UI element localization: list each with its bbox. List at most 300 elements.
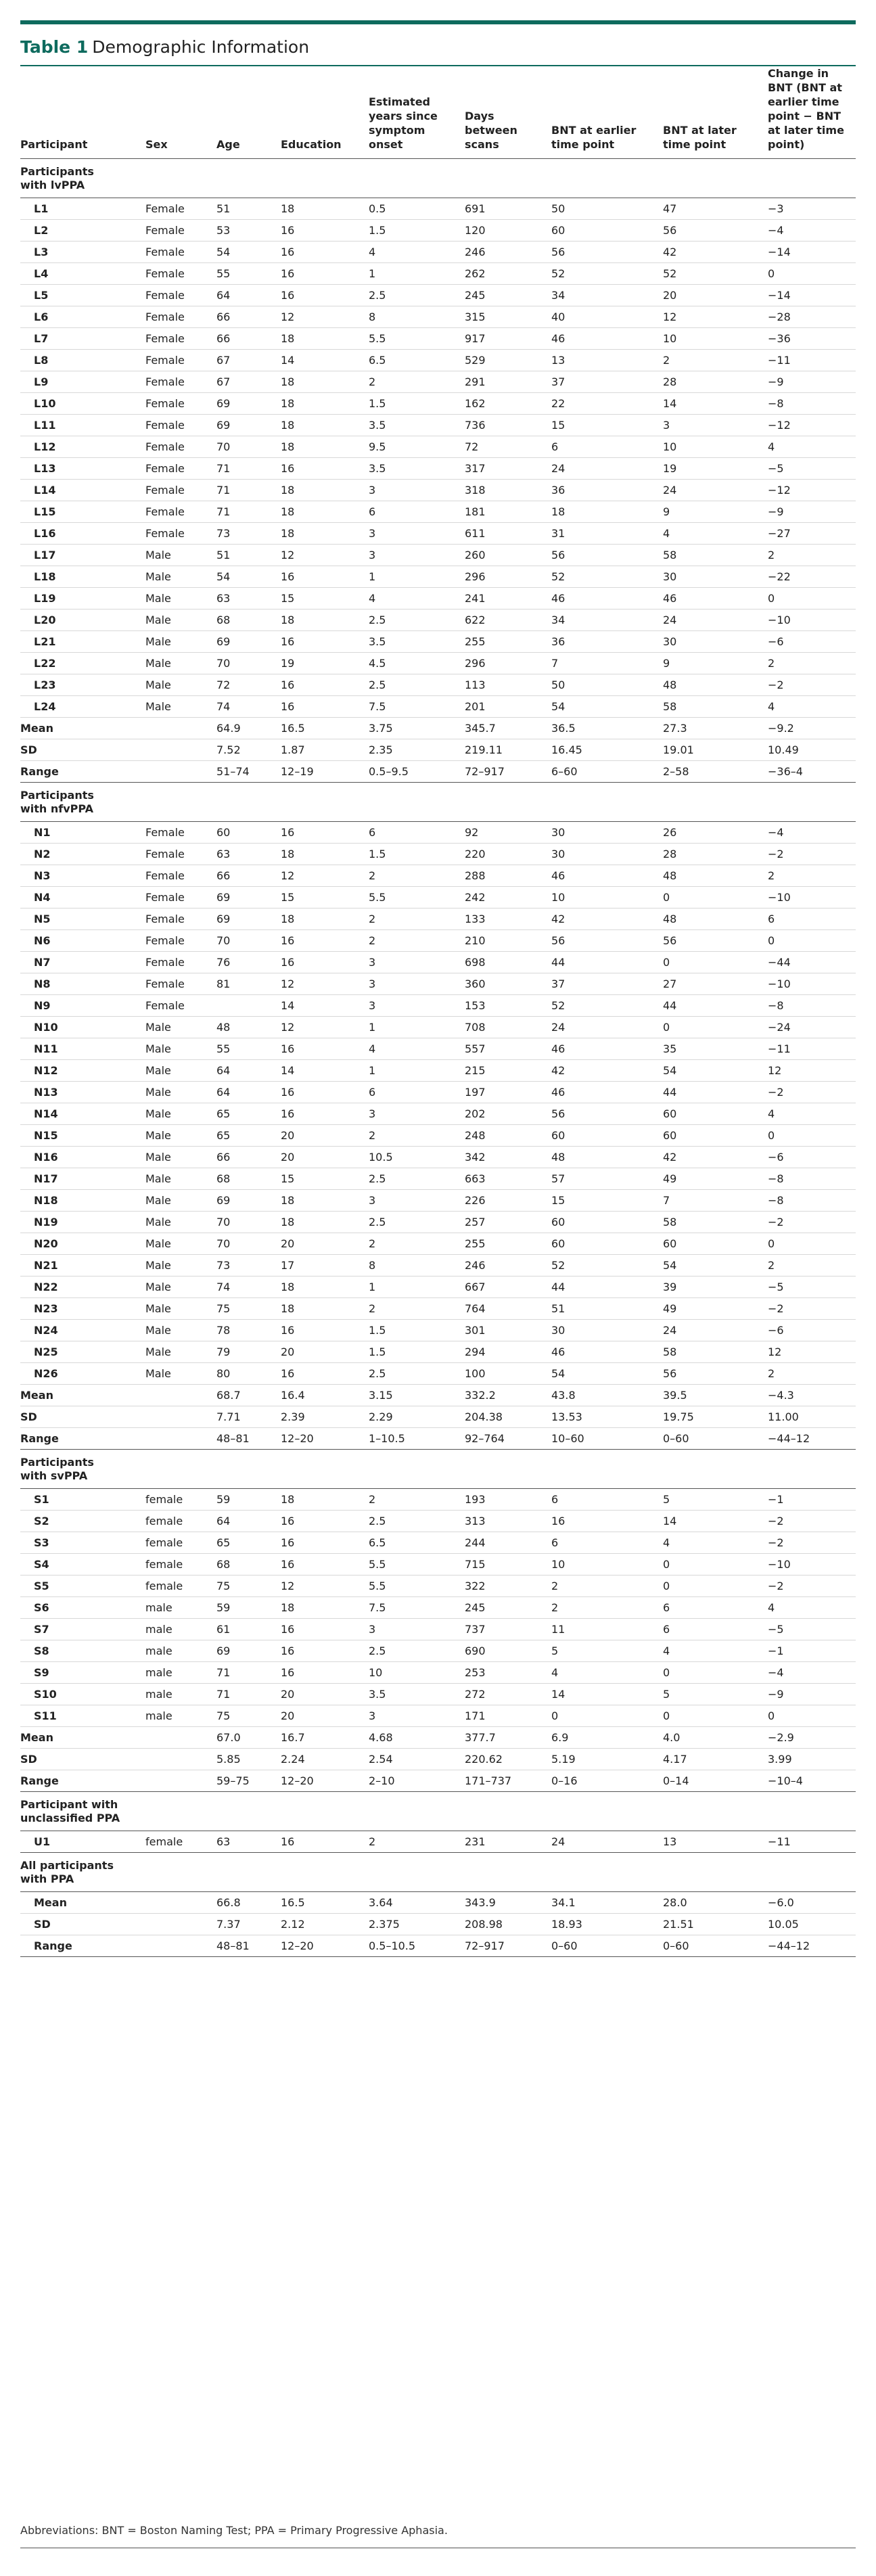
- stat-row: [20, 1749, 856, 1770]
- data-cell: 65: [216, 1532, 281, 1554]
- data-cell: female: [145, 1554, 216, 1576]
- data-cell: 18: [551, 501, 663, 523]
- data-cell: 69: [216, 393, 281, 415]
- data-cell: Male: [145, 545, 216, 566]
- data-cell: 61: [216, 1619, 281, 1640]
- data-cell: Female: [145, 480, 216, 501]
- table-row: [20, 1705, 856, 1727]
- data-cell: 2: [369, 930, 465, 952]
- data-cell: 24: [663, 610, 768, 631]
- data-cell: Female: [145, 523, 216, 545]
- data-cell: 66: [216, 306, 281, 328]
- section-empty-cell: [465, 1792, 551, 1831]
- data-cell: 52: [551, 1255, 663, 1276]
- data-cell: 60: [663, 1125, 768, 1147]
- section-header-row: [20, 159, 856, 198]
- data-cell: Female: [145, 306, 216, 328]
- data-cell: 698: [465, 952, 551, 973]
- participant-id-cell: L24: [20, 696, 145, 718]
- data-cell: 7: [551, 653, 663, 674]
- data-cell: 15: [551, 1190, 663, 1212]
- data-cell: 54: [663, 1060, 768, 1082]
- data-cell: 70: [216, 1233, 281, 1255]
- data-cell: 47: [663, 198, 768, 220]
- data-cell: 18: [281, 501, 369, 523]
- data-cell: 42: [551, 1060, 663, 1082]
- data-cell: 2.5: [369, 1363, 465, 1385]
- data-cell: 4: [551, 1662, 663, 1684]
- data-cell: 231: [465, 1831, 551, 1853]
- data-cell: female: [145, 1511, 216, 1532]
- data-cell: −11: [768, 1038, 856, 1060]
- data-cell: 16: [281, 1662, 369, 1684]
- table-row: [20, 480, 856, 501]
- data-cell: 18: [281, 1298, 369, 1320]
- data-cell: 3: [369, 1103, 465, 1125]
- data-cell: 37: [551, 973, 663, 995]
- participant-id-cell: S11: [20, 1705, 145, 1727]
- table-row: [20, 1831, 856, 1853]
- data-cell: 14: [551, 1684, 663, 1705]
- data-cell: 58: [663, 696, 768, 718]
- data-cell: 2.35: [369, 739, 465, 761]
- data-cell: −44: [768, 952, 856, 973]
- data-cell: 6: [551, 1489, 663, 1511]
- data-cell: 0: [663, 1705, 768, 1727]
- data-cell: 20: [281, 1341, 369, 1363]
- data-cell: 69: [216, 1640, 281, 1662]
- data-cell: 7.5: [369, 1597, 465, 1619]
- participant-id-cell: S8: [20, 1640, 145, 1662]
- data-cell: 30: [663, 566, 768, 588]
- data-cell: 2: [768, 1363, 856, 1385]
- data-cell: 12: [281, 973, 369, 995]
- data-cell: 737: [465, 1619, 551, 1640]
- data-cell: 12: [281, 545, 369, 566]
- data-cell: 3.5: [369, 1684, 465, 1705]
- data-cell: 71: [216, 480, 281, 501]
- participant-id-cell: N10: [20, 1017, 145, 1038]
- table-row: [20, 1341, 856, 1363]
- data-cell: 64: [216, 1511, 281, 1532]
- data-cell: −36: [768, 328, 856, 350]
- data-cell: 16: [281, 263, 369, 285]
- stat-label-cell: Range: [20, 761, 145, 783]
- data-cell: 5: [551, 1640, 663, 1662]
- data-cell: 18: [281, 393, 369, 415]
- table-row: [20, 887, 856, 908]
- data-cell: Female: [145, 285, 216, 306]
- data-cell: 208.98: [465, 1914, 551, 1935]
- data-cell: 64: [216, 285, 281, 306]
- participant-id-cell: N3: [20, 865, 145, 887]
- stat-row: [20, 1385, 856, 1406]
- section-empty-cell: [369, 1853, 465, 1892]
- data-cell: 67.0: [216, 1727, 281, 1749]
- data-cell: 73: [216, 1255, 281, 1276]
- data-cell: 64: [216, 1060, 281, 1082]
- data-cell: 113: [465, 674, 551, 696]
- participant-id-cell: N11: [20, 1038, 145, 1060]
- table-row: [20, 1147, 856, 1168]
- data-cell: 193: [465, 1489, 551, 1511]
- table-row: [20, 588, 856, 610]
- data-cell: 12: [768, 1341, 856, 1363]
- data-cell: 0: [768, 930, 856, 952]
- data-cell: −9.2: [768, 718, 856, 739]
- data-cell: 3: [369, 523, 465, 545]
- table-row: [20, 1489, 856, 1511]
- data-cell: 6: [663, 1619, 768, 1640]
- data-cell: −2: [768, 1298, 856, 1320]
- data-cell: −2.9: [768, 1727, 856, 1749]
- table-row: [20, 1038, 856, 1060]
- data-cell: Female: [145, 328, 216, 350]
- data-cell: 37: [551, 371, 663, 393]
- data-cell: 4: [663, 523, 768, 545]
- section-empty-cell: [369, 1792, 465, 1831]
- data-cell: 36: [551, 631, 663, 653]
- data-cell: 2: [768, 653, 856, 674]
- data-cell: 16: [281, 631, 369, 653]
- data-cell: 46: [551, 1082, 663, 1103]
- data-cell: 253: [465, 1662, 551, 1684]
- data-cell: 10.05: [768, 1914, 856, 1935]
- data-cell: 20: [663, 285, 768, 306]
- data-cell: −6.0: [768, 1892, 856, 1914]
- data-cell: 6: [768, 908, 856, 930]
- data-cell: 48: [663, 908, 768, 930]
- data-cell: 7.71: [216, 1406, 281, 1428]
- data-cell: [145, 1406, 216, 1428]
- data-cell: 57: [551, 1168, 663, 1190]
- section-empty-cell: [216, 159, 281, 198]
- data-cell: 54: [551, 696, 663, 718]
- data-cell: 0: [663, 1554, 768, 1576]
- data-cell: 27.3: [663, 718, 768, 739]
- data-cell: 529: [465, 350, 551, 371]
- data-cell: 322: [465, 1576, 551, 1597]
- participant-id-cell: L9: [20, 371, 145, 393]
- participant-id-cell: L6: [20, 306, 145, 328]
- data-cell: 60: [663, 1103, 768, 1125]
- data-cell: 12: [281, 1576, 369, 1597]
- participant-id-cell: S7: [20, 1619, 145, 1640]
- table-row: [20, 1212, 856, 1233]
- data-cell: −2: [768, 844, 856, 865]
- data-cell: [145, 1428, 216, 1450]
- table-row: [20, 328, 856, 350]
- data-cell: 245: [465, 285, 551, 306]
- data-cell: 219.11: [465, 739, 551, 761]
- data-cell: 48: [663, 674, 768, 696]
- section-empty-cell: [216, 1450, 281, 1489]
- data-cell: male: [145, 1662, 216, 1684]
- data-cell: 2: [369, 1489, 465, 1511]
- data-cell: 296: [465, 653, 551, 674]
- data-cell: 12–19: [281, 761, 369, 783]
- data-cell: −9: [768, 371, 856, 393]
- data-cell: 10: [551, 1554, 663, 1576]
- participant-id-cell: L7: [20, 328, 145, 350]
- data-cell: 34: [551, 285, 663, 306]
- table-row: [20, 523, 856, 545]
- section-empty-cell: [768, 783, 856, 822]
- data-cell: 71: [216, 501, 281, 523]
- data-cell: 5: [663, 1684, 768, 1705]
- data-cell: 4.17: [663, 1749, 768, 1770]
- data-cell: 377.7: [465, 1727, 551, 1749]
- data-cell: 3.15: [369, 1385, 465, 1406]
- data-cell: 10: [663, 328, 768, 350]
- data-cell: 0–60: [551, 1935, 663, 1957]
- data-cell: 6.9: [551, 1727, 663, 1749]
- data-cell: 4: [663, 1640, 768, 1662]
- data-cell: 44: [551, 952, 663, 973]
- data-cell: [145, 1770, 216, 1792]
- stat-label-cell: SD: [20, 739, 145, 761]
- data-cell: −10–4: [768, 1770, 856, 1792]
- data-cell: 68: [216, 610, 281, 631]
- data-cell: Male: [145, 610, 216, 631]
- data-cell: 24: [551, 458, 663, 480]
- data-cell: 248: [465, 1125, 551, 1147]
- data-cell: 5.5: [369, 887, 465, 908]
- section-empty-cell: [551, 159, 663, 198]
- data-cell: 60: [551, 1212, 663, 1233]
- data-cell: 18.93: [551, 1914, 663, 1935]
- data-cell: Male: [145, 1168, 216, 1190]
- data-cell: 71: [216, 1662, 281, 1684]
- data-cell: 181: [465, 501, 551, 523]
- table-row: [20, 458, 856, 480]
- data-cell: female: [145, 1831, 216, 1853]
- data-cell: 0: [768, 1233, 856, 1255]
- data-cell: 18: [281, 1489, 369, 1511]
- section-header-row: [20, 783, 856, 822]
- table-row: [20, 631, 856, 653]
- data-cell: 16: [281, 696, 369, 718]
- data-cell: 315: [465, 306, 551, 328]
- data-cell: 81: [216, 973, 281, 995]
- data-cell: male: [145, 1640, 216, 1662]
- data-cell: 31: [551, 523, 663, 545]
- data-cell: 342: [465, 1147, 551, 1168]
- top-accent-bar: [20, 20, 856, 24]
- data-cell: Female: [145, 350, 216, 371]
- data-cell: 19.01: [663, 739, 768, 761]
- data-cell: 92–764: [465, 1428, 551, 1450]
- data-cell: 30: [551, 844, 663, 865]
- col-bnt-earlier: BNT at earlier time point: [551, 66, 663, 159]
- demographic-table: [20, 66, 856, 1957]
- data-cell: −2: [768, 1532, 856, 1554]
- data-cell: 16: [551, 1511, 663, 1532]
- data-cell: −8: [768, 995, 856, 1017]
- data-cell: 2: [551, 1576, 663, 1597]
- data-cell: [145, 1935, 216, 1957]
- section-empty-cell: [551, 1853, 663, 1892]
- stat-row: [20, 1892, 856, 1914]
- data-cell: 48–81: [216, 1935, 281, 1957]
- section-empty-cell: [281, 1792, 369, 1831]
- data-cell: Female: [145, 263, 216, 285]
- data-cell: 0: [768, 1125, 856, 1147]
- data-cell: 5.5: [369, 328, 465, 350]
- data-cell: −5: [768, 458, 856, 480]
- table-row: [20, 930, 856, 952]
- participant-id-cell: N22: [20, 1276, 145, 1298]
- section-empty-cell: [768, 159, 856, 198]
- data-cell: 70: [216, 436, 281, 458]
- table-row: [20, 306, 856, 328]
- table-row: [20, 263, 856, 285]
- data-cell: 0: [663, 1662, 768, 1684]
- data-cell: 0.5: [369, 198, 465, 220]
- data-cell: 6–60: [551, 761, 663, 783]
- data-cell: 313: [465, 1511, 551, 1532]
- data-cell: 7.52: [216, 739, 281, 761]
- data-cell: Male: [145, 1060, 216, 1082]
- data-cell: 16: [281, 285, 369, 306]
- data-cell: 75: [216, 1298, 281, 1320]
- data-cell: Male: [145, 1276, 216, 1298]
- section-empty-cell: [369, 159, 465, 198]
- data-cell: 48–81: [216, 1428, 281, 1450]
- data-cell: 12–20: [281, 1935, 369, 1957]
- data-cell: 19: [281, 653, 369, 674]
- col-bnt-change: Change in BNT (BNT at earlier time point − BNT at later time point): [768, 66, 856, 159]
- data-cell: 20: [281, 1705, 369, 1727]
- data-cell: 39.5: [663, 1385, 768, 1406]
- col-participant: Participant: [20, 66, 145, 159]
- table-number: Table 1: [20, 37, 89, 57]
- data-cell: 201: [465, 696, 551, 718]
- data-cell: 68: [216, 1554, 281, 1576]
- section-empty-cell: [145, 783, 216, 822]
- data-cell: 15: [551, 415, 663, 436]
- section-empty-cell: [145, 159, 216, 198]
- participant-id-cell: N24: [20, 1320, 145, 1341]
- stat-label-cell: Range: [20, 1935, 145, 1957]
- section-empty-cell: [145, 1853, 216, 1892]
- data-cell: 1.5: [369, 220, 465, 242]
- data-cell: male: [145, 1619, 216, 1640]
- data-cell: 0: [768, 1705, 856, 1727]
- data-cell: −5: [768, 1276, 856, 1298]
- data-cell: 19.75: [663, 1406, 768, 1428]
- data-cell: 8: [369, 306, 465, 328]
- data-cell: 220: [465, 844, 551, 865]
- section-label: All participants with PPA: [20, 1853, 145, 1892]
- data-cell: 52: [551, 263, 663, 285]
- data-cell: 6: [369, 1082, 465, 1103]
- data-cell: 6.5: [369, 350, 465, 371]
- data-cell: −22: [768, 566, 856, 588]
- data-cell: 52: [551, 995, 663, 1017]
- table-row: [20, 1255, 856, 1276]
- section-empty-cell: [663, 1792, 768, 1831]
- data-cell: Female: [145, 844, 216, 865]
- data-cell: Male: [145, 1298, 216, 1320]
- section-empty-cell: [145, 1792, 216, 1831]
- data-cell: 20: [281, 1684, 369, 1705]
- data-cell: 12: [281, 865, 369, 887]
- data-cell: 18: [281, 1597, 369, 1619]
- data-cell: 2.24: [281, 1749, 369, 1770]
- data-cell: 14: [663, 1511, 768, 1532]
- data-cell: 34: [551, 610, 663, 631]
- data-cell: 3: [369, 1705, 465, 1727]
- data-cell: 16: [281, 930, 369, 952]
- stat-label-cell: SD: [20, 1406, 145, 1428]
- data-cell: 76: [216, 952, 281, 973]
- data-cell: [145, 1385, 216, 1406]
- data-cell: 11: [551, 1619, 663, 1640]
- data-cell: 13.53: [551, 1406, 663, 1428]
- participant-id-cell: L1: [20, 198, 145, 220]
- data-cell: 16: [281, 952, 369, 973]
- data-cell: 10.5: [369, 1147, 465, 1168]
- section-empty-cell: [281, 159, 369, 198]
- data-cell: 16: [281, 1532, 369, 1554]
- data-cell: 44: [551, 1276, 663, 1298]
- data-cell: 64.9: [216, 718, 281, 739]
- data-cell: −27: [768, 523, 856, 545]
- data-cell: 56: [551, 930, 663, 952]
- data-cell: 3: [369, 1619, 465, 1640]
- data-cell: 74: [216, 696, 281, 718]
- data-cell: female: [145, 1489, 216, 1511]
- data-cell: 2: [369, 1831, 465, 1853]
- data-cell: 197: [465, 1082, 551, 1103]
- data-cell: 49: [663, 1168, 768, 1190]
- data-cell: Female: [145, 436, 216, 458]
- data-cell: 14: [281, 995, 369, 1017]
- data-cell: −10: [768, 973, 856, 995]
- data-cell: 4.68: [369, 1727, 465, 1749]
- section-empty-cell: [369, 783, 465, 822]
- data-cell: 8: [369, 1255, 465, 1276]
- participant-id-cell: L13: [20, 458, 145, 480]
- data-cell: 3.75: [369, 718, 465, 739]
- data-cell: −14: [768, 285, 856, 306]
- data-cell: 0.5–9.5: [369, 761, 465, 783]
- data-cell: −8: [768, 1190, 856, 1212]
- data-cell: 54: [551, 1363, 663, 1385]
- table-row: [20, 1320, 856, 1341]
- data-cell: 16: [281, 220, 369, 242]
- data-cell: 54: [216, 242, 281, 263]
- data-cell: 3: [369, 952, 465, 973]
- stat-label-cell: SD: [20, 1914, 145, 1935]
- participant-id-cell: L4: [20, 263, 145, 285]
- data-cell: 1: [369, 1276, 465, 1298]
- data-cell: 3: [663, 415, 768, 436]
- data-cell: Male: [145, 1147, 216, 1168]
- participant-id-cell: S9: [20, 1662, 145, 1684]
- data-cell: Male: [145, 1212, 216, 1233]
- stat-row: [20, 1727, 856, 1749]
- data-cell: 50: [551, 674, 663, 696]
- data-cell: 51: [216, 545, 281, 566]
- data-cell: 294: [465, 1341, 551, 1363]
- data-cell: 6: [551, 436, 663, 458]
- data-cell: 2.54: [369, 1749, 465, 1770]
- data-cell: 5.5: [369, 1554, 465, 1576]
- data-cell: 52: [663, 263, 768, 285]
- data-cell: 30: [551, 1320, 663, 1341]
